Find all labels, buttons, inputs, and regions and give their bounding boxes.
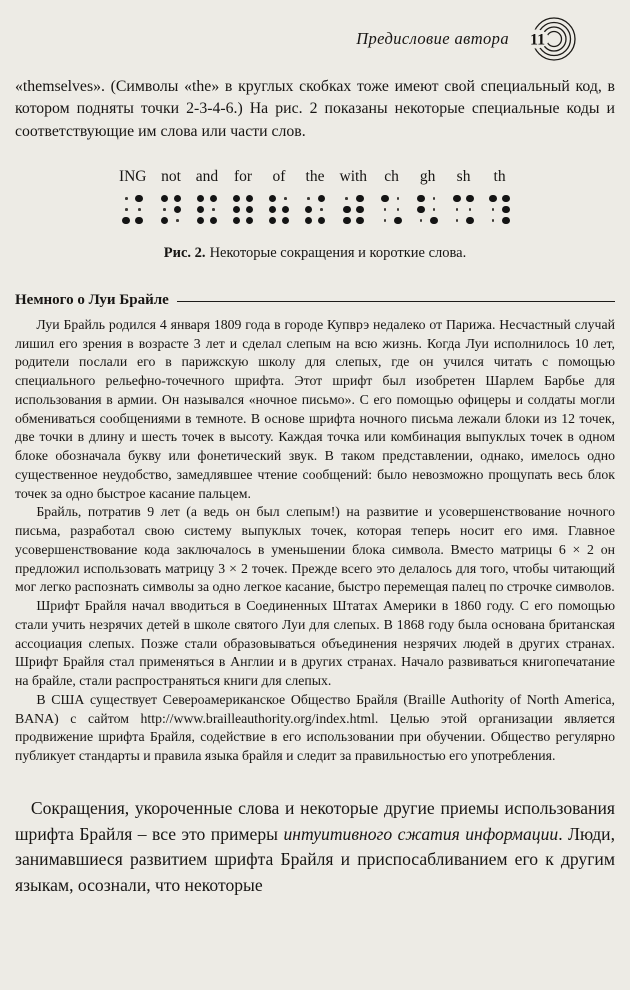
braille-dot-raised <box>355 215 365 226</box>
braille-dot-flat <box>304 193 314 204</box>
closing-paragraph <box>15 796 615 899</box>
braille-cell <box>196 169 219 226</box>
braille-dot-raised <box>304 215 314 226</box>
braille-dot-raised <box>196 204 206 215</box>
bio-paragraph-4: В США существует Североамериканское Общество Брайля (Braille Authority of North America, BANA) с сайтом http://www.brailleauthority.org/index.html. Целью этой организации является продвижение шрифта Брайля, содействие в его использовании при обучении. Общество регулярно публикует стандарты и правила языка брайля и следит за правильностью его употребления. <box>15 691 615 764</box>
braille-dot-raised <box>134 215 144 226</box>
chapter-title: Предисловие автора <box>356 29 509 48</box>
braille-dot-raised <box>501 204 511 215</box>
braille-dot-grid <box>342 193 365 226</box>
braille-dot-raised <box>501 215 511 226</box>
braille-dot-raised <box>355 193 365 204</box>
braille-dot-grid <box>196 193 219 226</box>
braille-dot-grid <box>416 193 439 226</box>
section-heading: Немного о Луи Брайле <box>15 291 169 308</box>
braille-dot-raised <box>416 204 426 215</box>
figure-caption <box>15 245 615 262</box>
braille-dot-raised <box>304 204 314 215</box>
braille-word-label: not <box>161 168 181 186</box>
braille-dot-raised <box>232 193 242 204</box>
braille-dot-raised <box>160 215 170 226</box>
heading-rule <box>177 301 615 302</box>
braille-word-label: and <box>195 168 219 186</box>
bio-section <box>15 316 615 766</box>
braille-dot-flat <box>209 204 219 215</box>
braille-dot-flat <box>393 193 403 204</box>
closing-text-after: . Люди, занимавшиеся развитием шрифта Брайля и приспосабливанием его к другим языкам, осознали, что некоторые <box>15 823 615 896</box>
braille-dot-raised <box>281 204 291 215</box>
braille-dot-raised <box>209 193 219 204</box>
braille-dot-flat <box>429 193 439 204</box>
braille-cell <box>268 169 291 226</box>
braille-dot-flat <box>281 193 291 204</box>
page-header <box>15 14 615 64</box>
braille-dot-raised <box>173 193 183 204</box>
braille-figure-row <box>15 169 615 226</box>
braille-word-label: sh <box>456 168 471 186</box>
braille-dot-raised <box>317 215 327 226</box>
braille-dot-raised <box>342 215 352 226</box>
braille-word-label: gh <box>419 168 436 186</box>
braille-dot-flat <box>488 215 498 226</box>
page-number-ornament <box>523 15 577 63</box>
braille-dot-raised <box>429 215 439 226</box>
braille-dot-flat <box>429 204 439 215</box>
figure-caption-label: Рис. 2. <box>163 244 206 261</box>
figure-caption-text: Некоторые сокращения и короткие слова. <box>209 244 467 261</box>
braille-dot-raised <box>281 215 291 226</box>
braille-cell <box>232 169 255 226</box>
braille-dot-raised <box>268 204 278 215</box>
braille-dot-flat <box>416 215 426 226</box>
page-number: 11 <box>530 31 546 49</box>
braille-dot-raised <box>342 204 352 215</box>
braille-cell <box>380 169 403 226</box>
braille-dot-grid <box>160 193 183 226</box>
braille-dot-flat <box>121 193 131 204</box>
braille-cell <box>119 169 147 226</box>
intro-paragraph: «themselves». (Символы «the» в круглых скобках тоже имеют свой специальный код, в котором подняты точки 2-3-4-6.) На рис. 2 показаны некоторые специальные коды и соответствующие им слова или части слов. <box>15 78 615 140</box>
braille-dot-flat <box>393 204 403 215</box>
braille-cell <box>452 169 475 226</box>
braille-dot-raised <box>268 215 278 226</box>
braille-cell <box>160 169 183 226</box>
braille-dot-raised <box>501 193 511 204</box>
braille-dot-flat <box>173 215 183 226</box>
braille-cell <box>488 169 511 226</box>
braille-dot-flat <box>317 204 327 215</box>
braille-dot-raised <box>465 215 475 226</box>
braille-dot-raised <box>121 215 131 226</box>
braille-dot-raised <box>416 193 426 204</box>
braille-dot-flat <box>465 204 475 215</box>
braille-dot-grid <box>268 193 291 226</box>
braille-dot-raised <box>245 193 255 204</box>
braille-dot-raised <box>134 193 144 204</box>
closing-italic-phrase: интуитивного сжатия информации <box>283 823 559 844</box>
braille-dot-flat <box>488 204 498 215</box>
braille-dot-raised <box>355 204 365 215</box>
braille-cell <box>304 169 327 226</box>
braille-word-label: for <box>233 168 253 186</box>
braille-dot-grid <box>304 193 327 226</box>
braille-dot-flat <box>452 215 462 226</box>
braille-dot-flat <box>342 193 352 204</box>
braille-dot-grid <box>452 193 475 226</box>
braille-dot-raised <box>393 215 403 226</box>
braille-word-label: ING <box>118 168 147 186</box>
braille-dot-raised <box>209 215 219 226</box>
braille-dot-grid <box>488 193 511 226</box>
braille-dot-raised <box>196 215 206 226</box>
braille-dot-raised <box>465 193 475 204</box>
braille-word-label: ch <box>384 168 399 186</box>
braille-dot-raised <box>196 193 206 204</box>
bio-paragraph-1: Луи Брайль родился 4 января 1809 года в городе Купврэ недалеко от Парижа. Несчастный случай лишил его зрения в возрасте 3 лет и сделал слепым на всю жизнь. Когда Луи исполнилось 10 лет, родители послали его в парижскую школу для слепых, где он учился читать с помощью специального рельефно-точечного шрифта. Этот шрифт был изобретен Шарлем Барбье для использования в армии. Он назывался «ночное письмо». С его помощью офицеры и солдаты могли обмениваться сообщениями в темноте. В основе шрифта ночного письма лежали блоки из 12 точек, две точки в длину и шесть точек в высоту. Каждая точка или комбинация выпуклых точек в одном блоке обозначала букву или фонетический звук. В таком представлении, однако, имелось одно существенное неудобство, замедлявшее чтение сообщений: было невозможно прощупать весь блок точек за одно быстрое касание пальцем. <box>15 316 615 501</box>
braille-dot-flat <box>380 215 390 226</box>
braille-word-label: th <box>493 168 506 186</box>
braille-dot-raised <box>160 193 170 204</box>
braille-dot-raised <box>245 215 255 226</box>
braille-dot-raised <box>488 193 498 204</box>
bio-paragraph-3: Шрифт Брайля начал вводиться в Соединенных Штатах Америки в 1860 году. С его помощью стали учить незрячих детей в школе святого Луи для слепых. В 1868 году была основана британская ассоциация слепых. Позже стали образовываться объединения незрячих людей в других странах. Шрифт Брайля стал применяться в Англии и в других странах. Начало развиваться книгопечатание на брайле, стали распространяться книги для слепых. <box>15 598 615 689</box>
bio-paragraph-2: Брайль, потратив 9 лет (а ведь он был слепым!) на развитие и усовершенствование ночного письма, разработал свою систему выпуклых точек, которая теперь носит его имя. Главное усовершенствование кода заключалось в уменьшении блока символа. Вместо матрицы 6 × 2 он предложил использовать матрицу 3 × 2 точек. Прежде всего это делалось для того, чтобы читающий мог легко распознать символы за одно легкое касание, быстро перемещая палец по строчке символов. <box>15 504 615 595</box>
braille-word-label: with <box>339 168 368 186</box>
braille-dot-flat <box>452 204 462 215</box>
braille-dot-raised <box>232 215 242 226</box>
braille-dot-raised <box>173 204 183 215</box>
braille-dot-flat <box>121 204 131 215</box>
braille-dot-raised <box>268 193 278 204</box>
braille-dot-raised <box>452 193 462 204</box>
braille-dot-flat <box>134 204 144 215</box>
braille-dot-flat <box>380 204 390 215</box>
braille-dot-raised <box>317 193 327 204</box>
braille-cell <box>340 169 368 226</box>
concentric-circles-icon <box>523 15 577 63</box>
braille-dot-grid <box>380 193 403 226</box>
section-heading-row <box>15 292 615 309</box>
braille-dot-flat <box>160 204 170 215</box>
braille-dot-grid <box>121 193 144 226</box>
braille-dot-raised <box>232 204 242 215</box>
braille-dot-raised <box>245 204 255 215</box>
closing-text-before: Сокращения, укороченные слова и некоторые другие приемы использования шрифта Брайля – все это примеры <box>15 797 615 844</box>
braille-dot-raised <box>380 193 390 204</box>
braille-cell <box>416 169 439 226</box>
braille-word-label: the <box>305 168 325 186</box>
braille-figure <box>15 169 615 262</box>
braille-word-label: of <box>272 168 286 186</box>
braille-dot-grid <box>232 193 255 226</box>
